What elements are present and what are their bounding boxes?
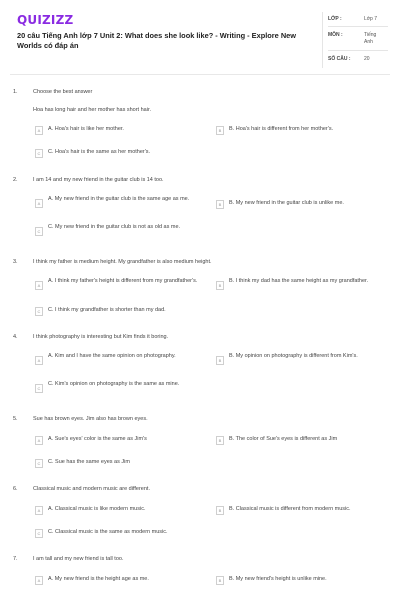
option-letter-box[interactable]: B	[216, 200, 224, 209]
answer-option[interactable]	[35, 436, 210, 445]
answer-option[interactable]	[35, 278, 210, 290]
option-text: B. My new friend in the guitar club is unlike me.	[229, 200, 344, 206]
option-letter-box[interactable]: C	[35, 384, 43, 393]
question-text: Classical music and modern music are different.	[33, 486, 150, 492]
option-text: C. Hoa's hair is the same as her mother's.	[48, 149, 151, 155]
answer-option[interactable]	[35, 506, 210, 515]
option-text: B. The color of Sue's eyes is different as Jim	[229, 436, 338, 442]
option-text: B. I think my dad has the same height as my grandfather.	[229, 278, 369, 284]
answer-option[interactable]	[216, 506, 396, 515]
meta-divider	[322, 12, 323, 68]
question-text: I think my father is medium height. My grandfather is also medium height.	[33, 259, 212, 265]
answer-option[interactable]	[35, 307, 210, 316]
meta-separator	[328, 26, 388, 27]
option-text: A. My new friend in the guitar club is the same age as me.	[48, 196, 190, 202]
option-letter-box[interactable]: B	[216, 356, 224, 365]
question-prompt: Hoa has long hair and her mother has short hair.	[33, 107, 152, 113]
question-text: Sue has brown eyes. Jim also has brown eyes.	[33, 416, 148, 422]
question-text: Choose the best answer	[33, 89, 93, 95]
answer-option[interactable]	[35, 381, 210, 393]
option-text: A. Sue's eyes' color is the same as Jim's	[48, 436, 147, 442]
question-number: 5.	[13, 416, 18, 422]
option-letter-box[interactable]: B	[216, 576, 224, 585]
answer-option[interactable]	[35, 196, 210, 208]
answer-option[interactable]	[35, 149, 205, 158]
quizizz-logo: QUIZIZZ	[17, 13, 74, 27]
meta-separator	[328, 50, 388, 51]
option-text: B. Classical music is different from modern music.	[229, 506, 351, 512]
answer-option[interactable]	[35, 353, 210, 365]
question-number: 6.	[13, 486, 18, 492]
question-number: 4.	[13, 334, 18, 340]
question-number: 7.	[13, 556, 18, 562]
option-letter-box[interactable]: C	[35, 149, 43, 158]
option-letter-box[interactable]: B	[216, 436, 224, 445]
option-text: B. Hoa's hair is different from her mother's.	[229, 126, 334, 132]
option-text: A. Hoa's hair is like her mother.	[48, 126, 124, 132]
subject-label: MÔN :	[328, 32, 343, 38]
option-letter-box[interactable]: C	[35, 307, 43, 316]
answer-option[interactable]	[35, 459, 210, 468]
option-letter-box[interactable]: C	[35, 227, 43, 236]
header-divider	[10, 74, 390, 75]
answer-option[interactable]	[35, 576, 210, 585]
answer-option[interactable]	[216, 126, 391, 135]
option-letter-box[interactable]: A	[35, 356, 43, 365]
option-letter-box[interactable]: A	[35, 576, 43, 585]
option-text: A. Kim and I have the same opinion on photography.	[48, 353, 176, 359]
option-text: C. My new friend in the guitar club is not as old as me.	[48, 224, 181, 230]
option-letter-box[interactable]: C	[35, 459, 43, 468]
option-text: B. My opinion on photography is different from Kim's.	[229, 353, 358, 359]
answer-option[interactable]	[35, 224, 210, 236]
question-number: 3.	[13, 259, 18, 265]
page-title: 20 câu Tiếng Anh lớp 7 Unit 2: What does she look like? - Writing - Explore New Worlds có đáp án	[17, 31, 297, 50]
option-text: C. I think my grandfather is shorter than my dad.	[48, 307, 166, 313]
question-number: 1.	[13, 89, 18, 95]
option-letter-box[interactable]: A	[35, 436, 43, 445]
count-label: SỐ CÂU :	[328, 56, 351, 62]
answer-option[interactable]	[35, 529, 210, 538]
subject-value: Tiếng Anh	[364, 32, 377, 45]
answer-option[interactable]	[216, 200, 391, 209]
answer-option[interactable]	[216, 576, 391, 585]
answer-option[interactable]	[216, 353, 391, 365]
option-letter-box[interactable]: A	[35, 281, 43, 290]
option-letter-box[interactable]: B	[216, 126, 224, 135]
option-letter-box[interactable]: C	[35, 529, 43, 538]
question-text: I am 14 and my new friend in the guitar club is 14 too.	[33, 177, 164, 183]
option-letter-box[interactable]: A	[35, 506, 43, 515]
option-letter-box[interactable]: B	[216, 281, 224, 290]
answer-option[interactable]	[216, 436, 391, 445]
option-letter-box[interactable]: A	[35, 126, 43, 135]
question-text: I think photography is interesting but Kim finds it boring.	[33, 334, 169, 340]
count-value: 20	[364, 56, 370, 62]
option-letter-box[interactable]: A	[35, 199, 43, 208]
option-text: B. My new friend's height is unlike mine.	[229, 576, 327, 582]
option-letter-box[interactable]: B	[216, 506, 224, 515]
option-text: C. Kim's opinion on photography is the same as mine.	[48, 381, 180, 387]
question-number: 2.	[13, 177, 18, 183]
option-text: C. Classical music is the same as modern music.	[48, 529, 168, 535]
option-text: C. Sue has the same eyes as Jim	[48, 459, 130, 465]
class-value: Lớp 7	[364, 16, 378, 22]
question-text: I am tall and my new friend is tall too.	[33, 556, 124, 562]
option-text: A. Classical music is like modern music.	[48, 506, 146, 512]
class-label: LỚP :	[328, 16, 342, 22]
option-text: A. My new friend is the height age as me.	[48, 576, 149, 582]
answer-option[interactable]	[35, 126, 205, 135]
option-text: A. I think my father's height is different from my grandfather's.	[48, 278, 198, 284]
answer-option[interactable]	[216, 278, 391, 290]
